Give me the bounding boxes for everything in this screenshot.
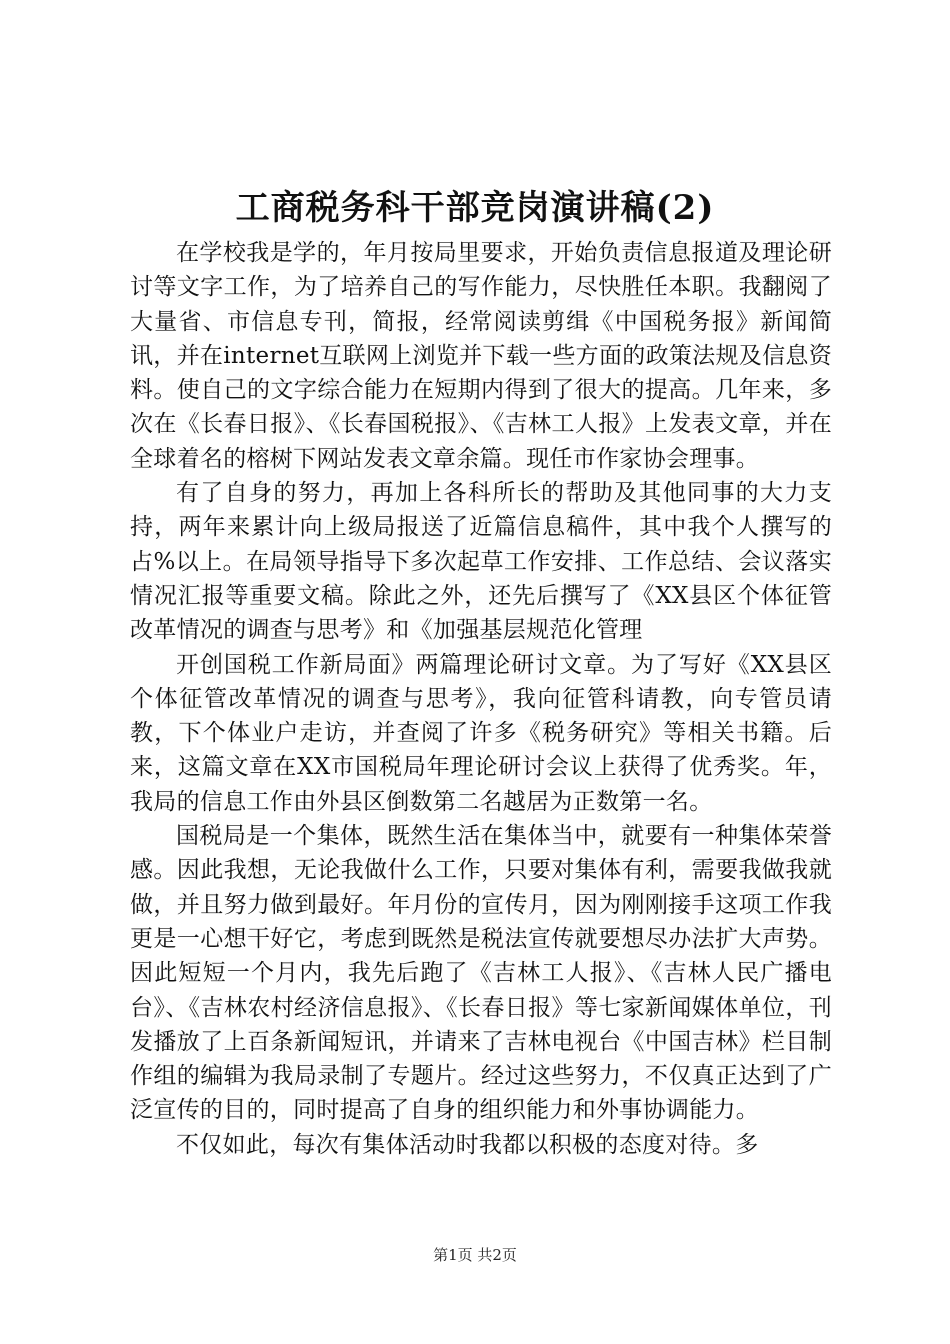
document-title: 工商税务科干部竞岗演讲稿(2) xyxy=(235,188,715,228)
body-paragraph: 在学校我是学的，年月按局里要求，开始负责信息报道及理论研讨等文字工作，为了培养自己的写作能力，尽快胜任本职。我翻阅了大量省、市信息专刊，简报，经常阅读剪缉《中国税务报》新闻简讯，并在internet互联网上浏览并下载一些方面的政策法规及信息资料。使自己的文字综合能力在短期内得到了很大的提高。几年来，多次在《长春日报》、《长春国税报》、《吉林工人报》上发表文章，并在全球着名的榕树下网站发表文章余篇。现任市作家协会理事。 xyxy=(130,240,832,472)
body-paragraph: 国税局是一个集体，既然生活在集体当中，就要有一种集体荣誉感。因此我想，无论我做什么工作，只要对集体有利，需要我做我就做，并且努力做到最好。年月份的宣传月，因为刚刚接手这项工作我更是一心想干好它，考虑到既然是税法宣传就要想尽办法扩大声势。因此短短一个月内，我先后跑了《吉林工人报》、《吉林人民广播电台》、《吉林农村经济信息报》、《长春日报》等七家新闻媒体单位，刊发播放了上百条新闻短讯，并请来了吉林电视台《中国吉林》栏目制作组的编辑为我局录制了专题片。经过这些努力，不仅真正达到了广泛宣传的目的，同时提高了自身的组织能力和外事协调能力。 xyxy=(130,823,832,1124)
body-paragraph: 有了自身的努力，再加上各科所长的帮助及其他同事的大力支持，两年来累计向上级局报送了近篇信息稿件，其中我个人撰写的占%以上。在局领导指导下多次起草工作安排、工作总结、会议落实情况汇报等重要文稿。除此之外，还先后撰写了《XX县区个体征管改革情况的调查与思考》和《加强基层规范化管理 xyxy=(130,480,832,644)
page-number-footer: 第1页 共2页 xyxy=(433,1246,517,1264)
body-paragraph: 开创国税工作新局面》两篇理论研讨文章。为了写好《XX县区个体征管改革情况的调查与思考》，我向征管科请教，向专管员请教，下个体业户走访，并查阅了许多《税务研究》等相关书籍。后来，这篇文章在XX市国税局年理论研讨会议上获得了优秀奖。年，我局的信息工作由外县区倒数第二名越居为正数第一名。 xyxy=(130,651,832,815)
document-body xyxy=(130,236,832,1162)
body-paragraph: 不仅如此，每次有集体活动时我都以积极的态度对待。多 xyxy=(176,1131,759,1158)
